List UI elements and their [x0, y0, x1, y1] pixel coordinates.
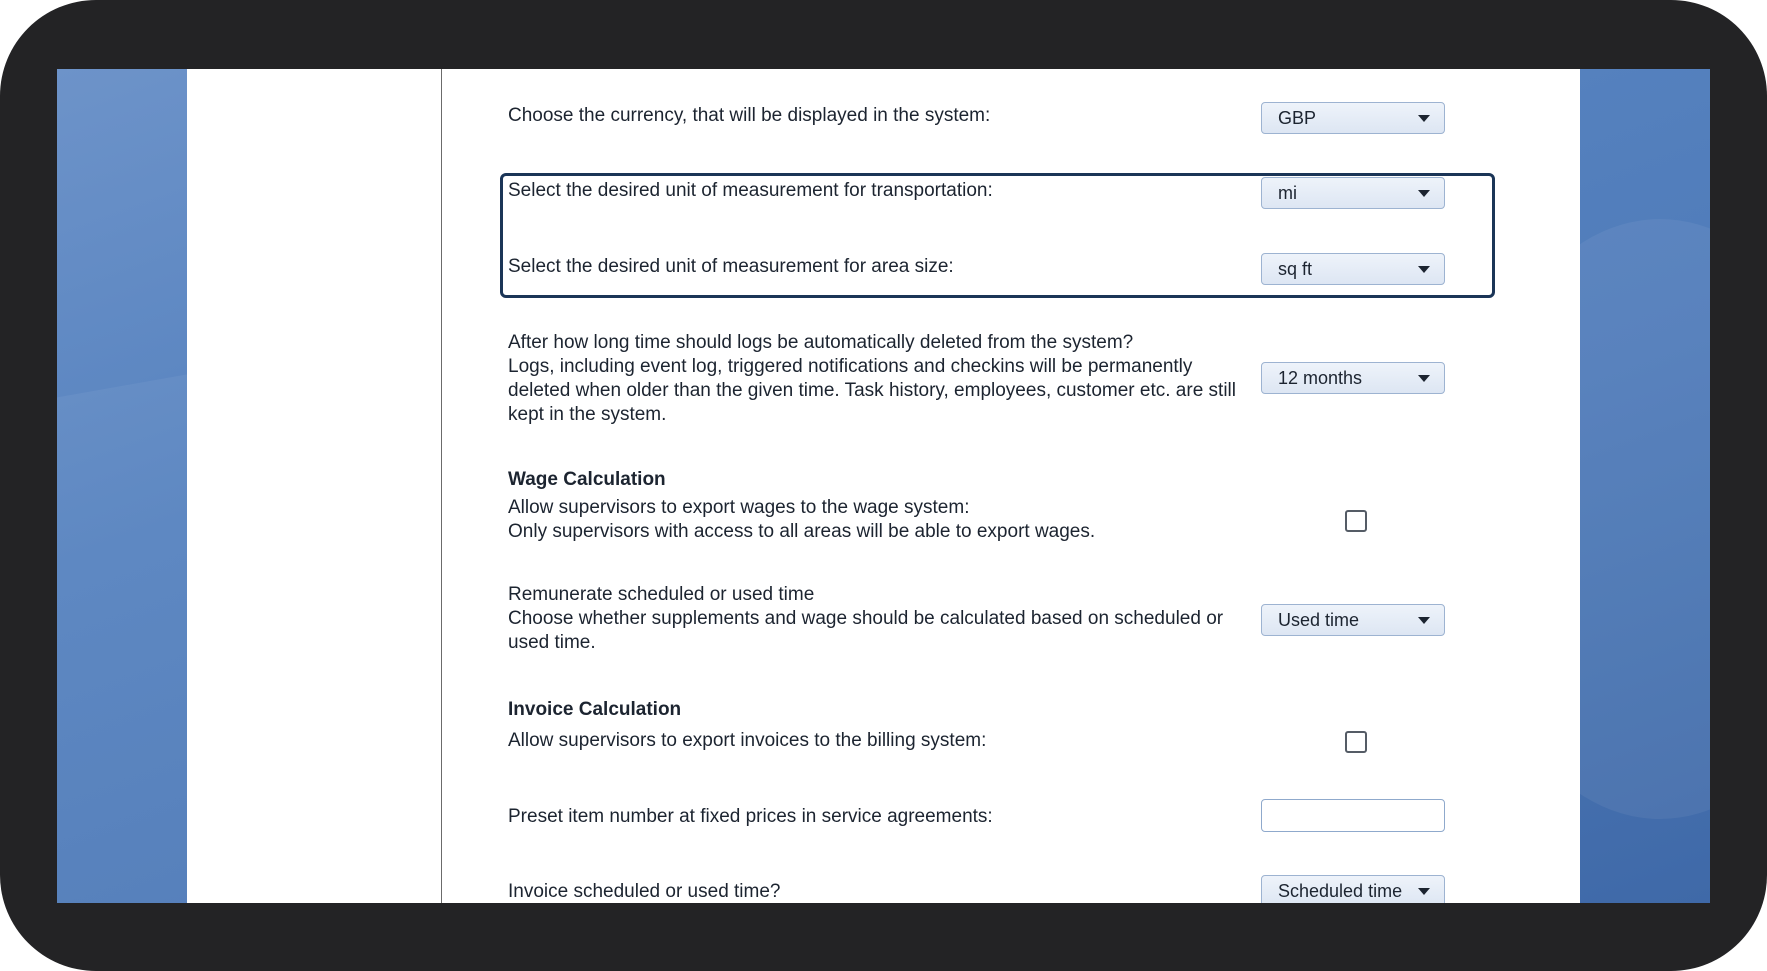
wage-calculation-heading: Wage Calculation: [508, 469, 666, 490]
chevron-down-icon: [1418, 888, 1430, 895]
area-unit-label: Select the desired unit of measurement for area size:: [508, 256, 954, 277]
invoice-export-checkbox[interactable]: [1345, 731, 1367, 753]
log-retention-select[interactable]: [1261, 362, 1445, 394]
remunerate-title: Remunerate scheduled or used time: [508, 584, 815, 605]
currency-select[interactable]: [1261, 102, 1445, 134]
transport-unit-select-value: mi: [1278, 183, 1297, 203]
invoice-time-select[interactable]: [1261, 875, 1445, 903]
log-retention-label: [508, 331, 1258, 427]
invoice-time-select-value: Scheduled time: [1278, 881, 1403, 901]
chevron-down-icon: [1418, 115, 1430, 122]
chevron-down-icon: [1418, 266, 1430, 273]
settings-page: [187, 69, 1580, 903]
desktop-background: [57, 69, 1710, 903]
preset-item-input[interactable]: [1261, 799, 1445, 832]
invoice-time-label: Invoice scheduled or used time?: [508, 881, 781, 902]
invoice-calculation-heading: Invoice Calculation: [508, 699, 682, 720]
wage-export-label: Allow supervisors to export wages to the wage system:: [508, 497, 970, 518]
remunerate-select-value: Used time: [1278, 610, 1360, 630]
log-retention-question: After how long time should logs be automatically deleted from the system?: [508, 332, 1134, 353]
area-unit-select[interactable]: [1261, 253, 1445, 285]
left-pane: [187, 69, 442, 903]
currency-label: Choose the currency, that will be displayed in the system:: [508, 105, 991, 126]
preset-item-label: Preset item number at fixed prices in service agreements:: [508, 806, 993, 827]
remunerate-description: Choose whether supplements and wage should be calculated based on scheduled or used time.: [508, 608, 1224, 653]
transport-unit-select[interactable]: [1261, 177, 1445, 209]
remunerate-section: [508, 583, 1258, 655]
settings-content: [442, 69, 1580, 903]
chevron-down-icon: [1418, 617, 1430, 624]
transport-unit-label: Select the desired unit of measurement for transportation:: [508, 180, 993, 201]
log-retention-select-value: 12 months: [1278, 368, 1363, 388]
remunerate-select[interactable]: [1261, 604, 1445, 636]
wage-export-note: Only supervisors with access to all areas will be able to export wages.: [508, 521, 1096, 542]
currency-select-value: GBP: [1278, 108, 1317, 128]
log-retention-description: Logs, including event log, triggered notifications and checkins will be permanently deleted when older than the given time. Task history, employees, customer etc. are still kept in the system.: [508, 356, 1236, 425]
chevron-down-icon: [1418, 190, 1430, 197]
wage-export-checkbox[interactable]: [1345, 510, 1367, 532]
area-unit-select-value: sq ft: [1278, 259, 1313, 279]
wage-section: [508, 468, 1268, 544]
invoice-section: [508, 698, 1268, 753]
invoice-export-label: Allow supervisors to export invoices to the billing system:: [508, 730, 987, 751]
chevron-down-icon: [1418, 375, 1430, 382]
